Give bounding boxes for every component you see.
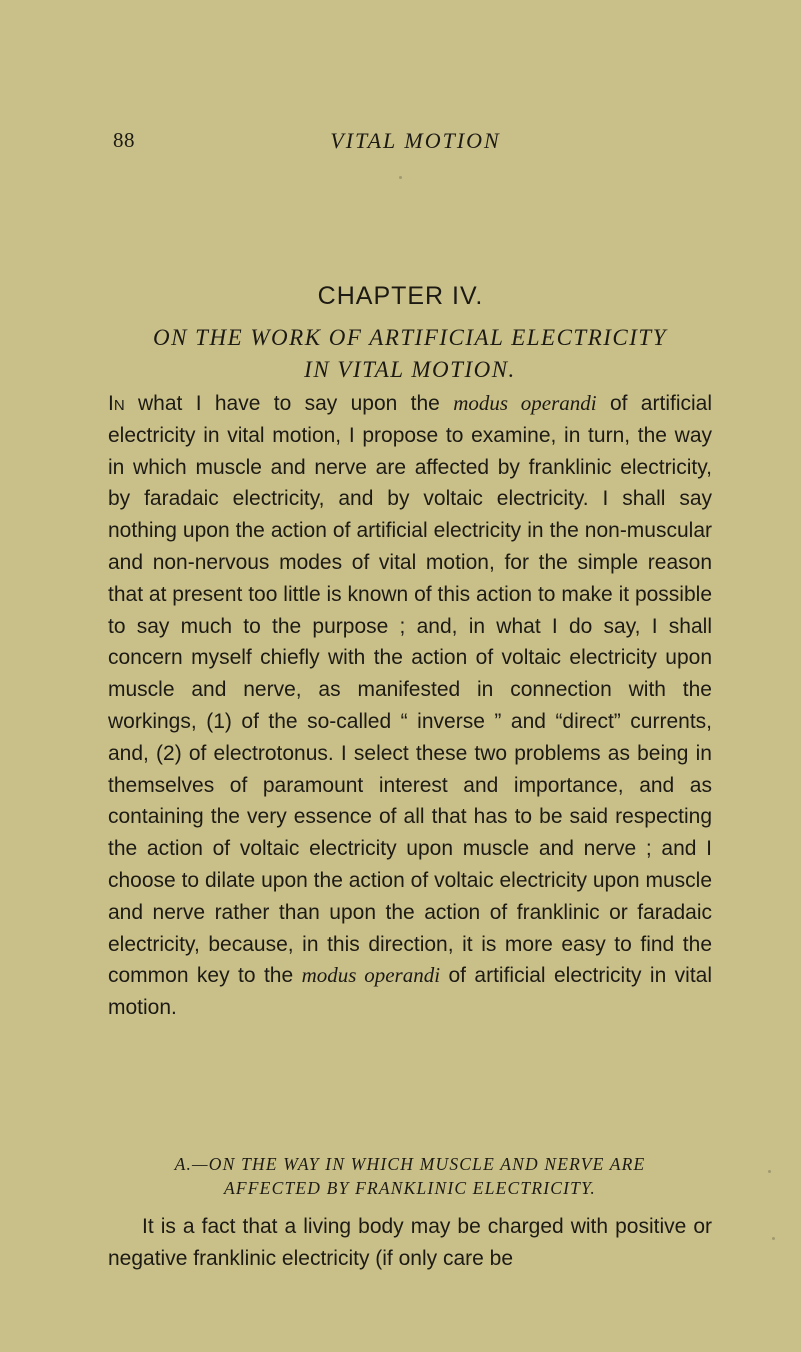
section-heading [108,1152,712,1200]
chapter-title-line-1: ON THE WORK OF ARTIFICIAL ELECTRICITY [152,325,668,350]
paper-speck [768,1170,771,1173]
italic-phrase: modus operandi [453,391,597,415]
paragraph-text: of artificial electricity in vital motion, I propose to examine, in turn, the way in which muscle and nerve are affected by franklinic electricity, by faradaic electricity, and by voltaic electricity. I shall say nothing upon the action of artificial electricity in the non-muscular and non-nervous modes of vital motion, for the simple reason that at present too little is known of this action to make it possible to say much to the purpose ; and, in what I do say, I shall concern myself chiefly with the action of voltaic electricity upon muscle and nerve, as manifested in connection with the workings, (1) of the so-called “ inverse ” and “direct” currents, and, (2) of electrotonus. I select these two problems as being in themselves of paramount interest and importance, and as containing the very essence of all that has to be said respecting the action of voltaic electricity upon muscle and nerve ; and I choose to dilate upon the action of voltaic electricity upon muscle and nerve rather than upon the action of franklinic or faradaic electricity, because, in this direction, it is more easy to find the common key to the [108,392,712,988]
running-title: VITAL MOTION [330,128,501,153]
running-head [0,128,801,160]
paper-speck [399,176,402,179]
page-number: 88 [113,128,135,152]
italic-phrase: modus operandi [301,963,441,988]
chapter-heading: CHAPTER IV. [317,282,484,310]
chapter-title [108,322,712,386]
section-heading-line-1: A.—ON THE WAY IN WHICH MUSCLE AND NERVE ARE [174,1154,646,1174]
body-paragraph-2: It is a fact that a living body may be charged with positive or negative franklinic electricity (if only care be [108,1215,712,1270]
paper-speck [772,1237,775,1240]
paragraph-text: what I have to say upon the [124,392,454,415]
chapter-title-line-2: IN VITAL MOTION. [304,357,516,382]
paragraph-text: of artificial electricity in vital motion. [108,964,713,1020]
section-heading-line-2: AFFECTED BY FRANKLINIC ELECTRICITY. [224,1178,596,1198]
opening-word: In [108,392,125,415]
body-paragraph-1 [108,388,712,1024]
